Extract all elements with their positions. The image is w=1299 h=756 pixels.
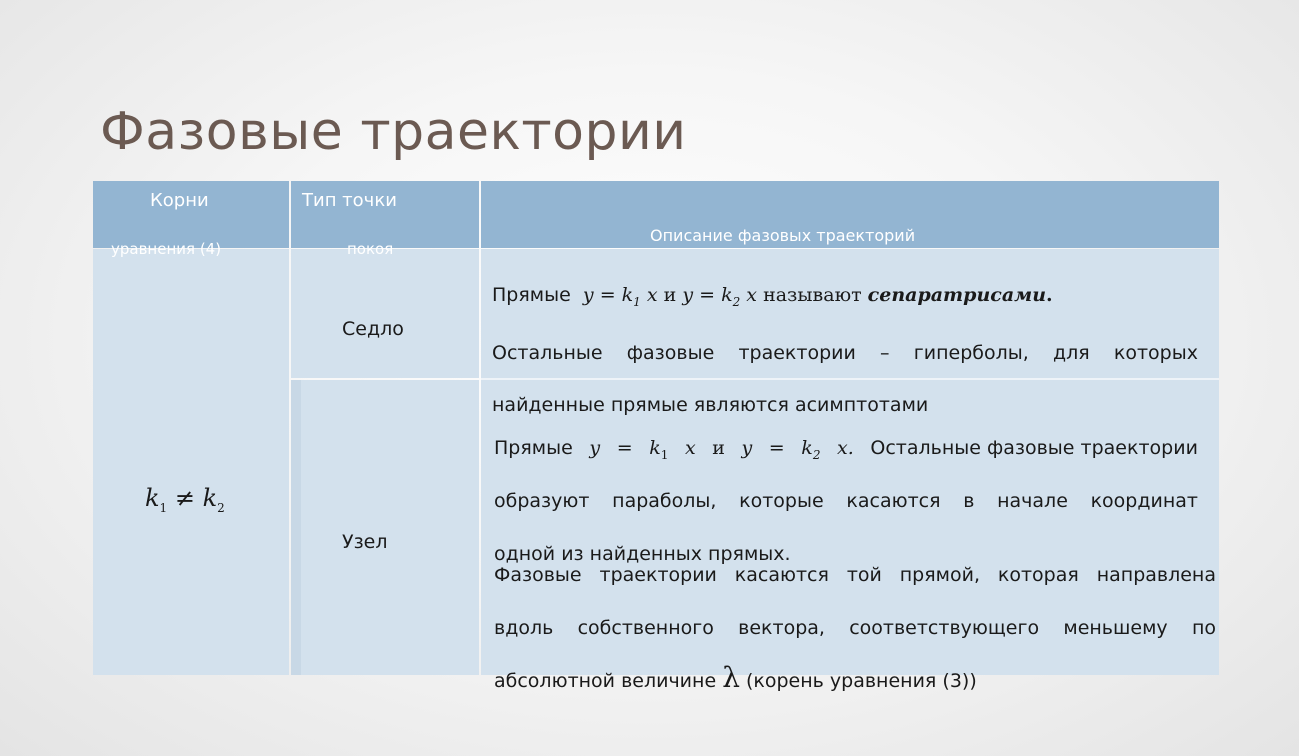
saddle-y2: y [682,284,694,306]
cell-descriptions [481,249,1219,675]
header-point-type-line1: Тип точки [302,190,397,211]
cell-saddle-type [291,249,479,378]
node-x1: x [684,437,696,459]
node-k1-group [649,437,668,462]
node-line-2: образуют параболы, которые касаются в начале координат [494,490,1198,512]
k2-subscript: 2 [217,500,225,515]
node-line-6 [494,661,977,694]
node-line6-prefix: абсолютной величине [494,670,717,692]
roots-condition [145,484,225,515]
node-eq2: = [768,437,785,459]
saddle-eq1: = [599,284,616,306]
saddle-x2: x [746,284,758,306]
node-line-3: одной из найденных прямых. [494,543,791,565]
saddle-k1-sub: 1 [633,294,641,309]
node-and: и [712,437,725,459]
saddle-and: и [663,284,677,306]
node-k1-sub: 1 [660,447,669,462]
saddle-line-3: найденные прямые являются асимптотами [492,394,929,416]
saddle-line-2: Остальные фазовые траектории – гиперболы, для которых [492,342,1198,364]
saddle-x1: x [646,284,658,306]
k1-symbol: k [145,484,160,512]
header-description: Описание фазовых траекторий [650,226,916,245]
node-k1: k [649,437,661,459]
header-roots-line2: уравнения (4) [111,240,222,258]
saddle-term-separatrices: сепаратрисами [867,284,1047,306]
node-eq1: = [616,437,633,459]
k1-subscript: 1 [159,500,168,515]
row-divider [481,378,1219,380]
neq-symbol: ≠ [174,484,195,512]
node-k2-group [801,437,820,462]
header-roots-line1: Корни [150,190,209,211]
saddle-k1: k [621,284,634,306]
saddle-k2: k [721,284,733,306]
node-y2: y [741,437,753,459]
page-title: Фазовые траектории [100,102,687,162]
type-node: Узел [342,531,388,553]
saddle-k2-sub: 2 [732,294,741,309]
node-line-1 [494,437,1198,462]
saddle-eq2: = [699,284,716,306]
saddle-called: называют [763,284,862,306]
cell-node-type [291,380,479,675]
node-k2: k [801,437,813,459]
cell-roots-condition [93,249,289,675]
saddle-dot: . [1046,284,1053,306]
saddle-prefix: Прямые [492,284,571,306]
lambda-symbol: λ [722,661,740,694]
node-x2: x. [837,437,854,459]
node-y1: y [589,437,601,459]
node-line-5: вдоль собственного вектора, соответствующего меньшему по [494,617,1216,639]
type-saddle: Седло [342,318,404,340]
header-point-type-line2: покоя [347,240,394,258]
node-line-4: Фазовые траектории касаются той прямой, которая направлена [494,564,1216,586]
saddle-line-1 [492,284,1053,309]
cell-node-shade [291,380,301,675]
node-k2-sub: 2 [812,447,821,462]
k2-symbol: k [202,484,218,512]
saddle-y1: y [582,284,594,306]
node-line6-suffix: (корень уравнения (3)) [745,670,977,692]
node-rest: Остальные фазовые траектории [870,437,1198,459]
node-prefix: Прямые [494,437,573,459]
